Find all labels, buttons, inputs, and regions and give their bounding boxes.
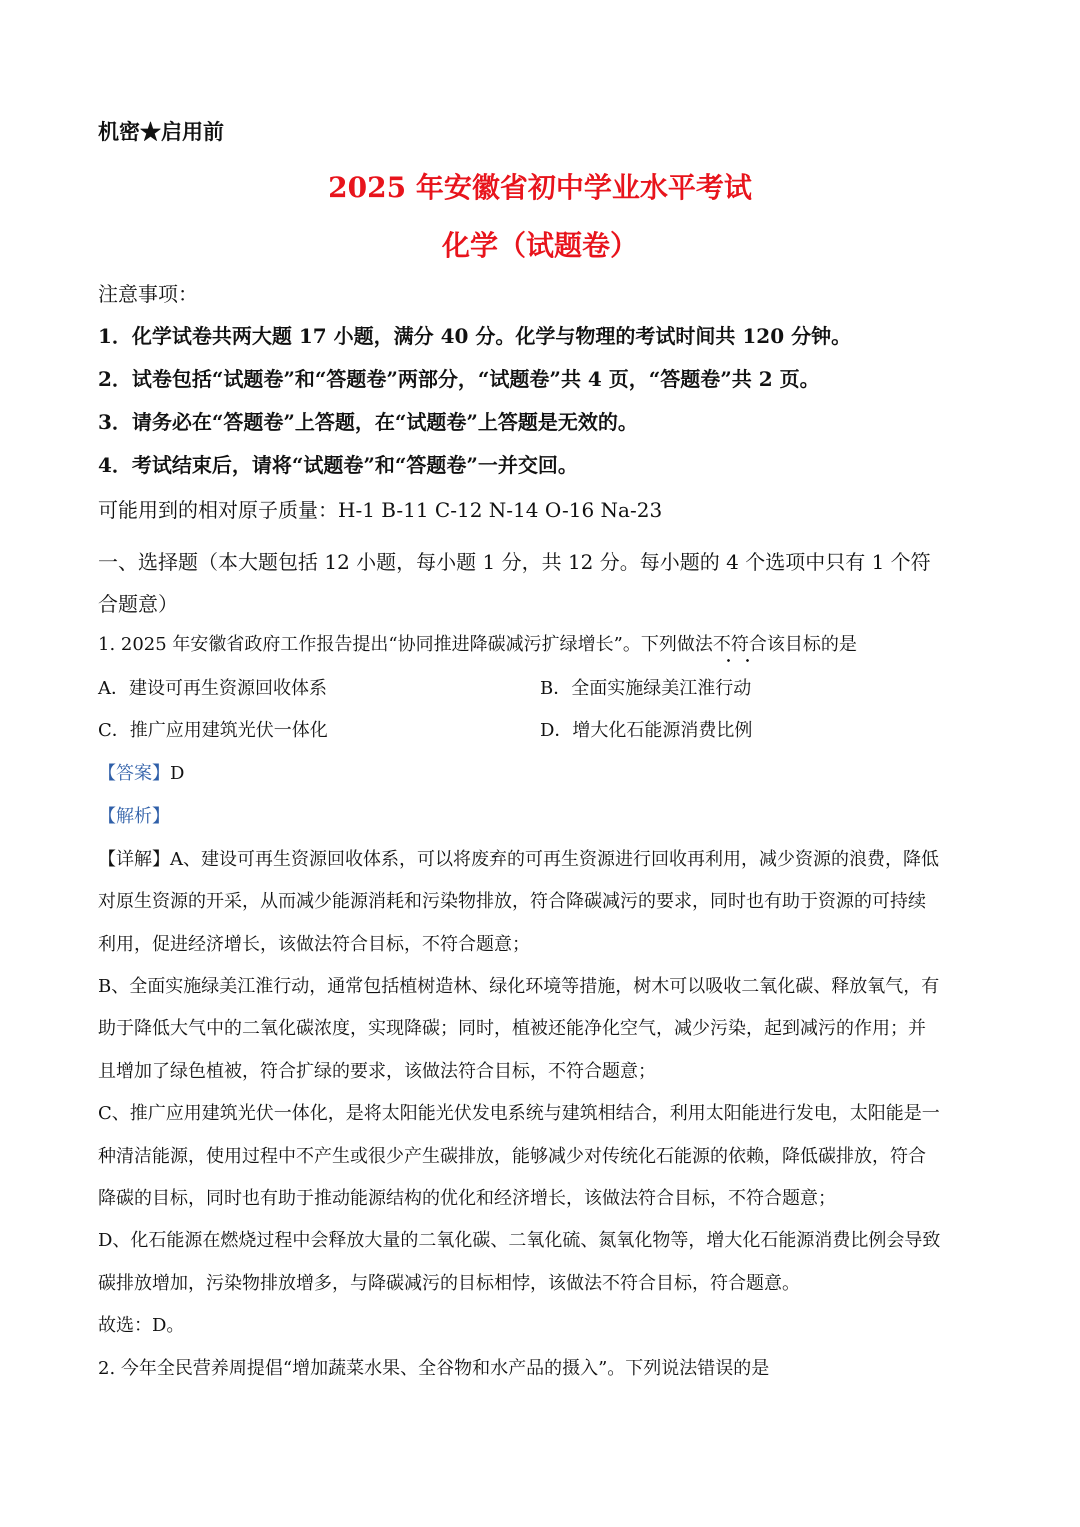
section-heading-line2: 合题意） [98, 592, 178, 616]
question-1-option-d: D．增大化石能源消费比例 [540, 720, 753, 741]
exam-title: 2025 年安徽省初中学业水平考试 [328, 171, 752, 204]
question-1-stem-after: 该目标的是 [766, 634, 857, 655]
detail-line: 利用，促进经济增长，该做法符合目标，不符合题意； [98, 934, 530, 955]
detail-line: 助于降低大气中的二氧化碳浓度，实现降碳；同时，植被还能净化空气，减少污染，起到减污的作用；并 [98, 1018, 926, 1039]
notice-item-1: 1．化学试卷共两大题 17 小题，满分 40 分。化学与物理的考试时间共 120 分钟。 [98, 324, 852, 348]
detail-line: B、全面实施绿美江淮行动，通常包括植树造林、绿化环境等措施，树木可以吸收二氧化碳、释放氧气，有 [98, 976, 940, 997]
question-2-stem: 2. 今年全民营养周提倡“增加蔬菜水果、全谷物和水产品的摄入”。下列说法错误的是 [98, 1358, 770, 1379]
detail-tag: 【详解】 [98, 849, 170, 870]
notice-item-2: 2．试卷包括“试题卷”和“答题卷”两部分，“试题卷”共 4 页，“答题卷”共 2 页。 [98, 367, 820, 391]
question-1-option-a: A．建设可再生资源回收体系 [98, 678, 327, 699]
section-heading-line1: 一、选择题（本大题包括 12 小题，每小题 1 分，共 12 分。每小题的 4 个选项中只有 1 个符 [98, 550, 931, 574]
confidential-mark: 机密★启用前 [98, 119, 224, 144]
notice-item-3: 3．请务必在“答题卷”上答题，在“试题卷”上答题是无效的。 [98, 410, 638, 434]
detail-text: A、建设可再生资源回收体系，可以将废弃的可再生资源进行回收再利用，减少资源的浪费，降低 [170, 849, 939, 870]
detail-line: C、推广应用建筑光伏一体化，是将太阳能光伏发电系统与建筑相结合，利用太阳能进行发电，太阳能是一 [98, 1103, 940, 1124]
question-1-emphasis: 不符合 [713, 630, 767, 656]
answer-value: D [170, 763, 185, 784]
detail-line [98, 845, 939, 871]
question-1-option-b: B．全面实施绿美江淮行动 [540, 678, 752, 699]
notice-heading: 注意事项： [98, 282, 198, 306]
detail-line: D、化石能源在燃烧过程中会释放大量的二氧化碳、二氧化硫、氮氧化物等，增大化石能源消费比例会导致 [98, 1230, 941, 1251]
detail-line: 且增加了绿色植被，符合扩绿的要求，该做法符合目标，不符合题意； [98, 1061, 656, 1082]
atomic-masses: 可能用到的相对原子质量：H-1 B-11 C-12 N-14 O-16 Na-23 [98, 498, 663, 522]
answer-tag: 【答案】 [98, 763, 170, 784]
conclusion-line: 故选：D。 [98, 1315, 185, 1336]
detail-line: 碳排放增加，污染物排放增多，与降碳减污的目标相悖，该做法不符合目标，符合题意。 [98, 1273, 800, 1294]
detail-line: 降碳的目标，同时也有助于推动能源结构的优化和经济增长，该做法符合目标，不符合题意； [98, 1188, 836, 1209]
question-1-stem-before: 1. 2025 年安徽省政府工作报告提出“协同推进降碳减污扩绿增长”。下列做法 [98, 634, 713, 655]
question-1-stem [98, 630, 857, 656]
question-1-option-c: C．推广应用建筑光伏一体化 [98, 720, 328, 741]
notice-item-4: 4．考试结束后，请将“试题卷”和“答题卷”一并交回。 [98, 453, 578, 477]
analysis-tag: 【解析】 [98, 806, 170, 827]
question-1-answer [98, 759, 184, 785]
exam-subtitle: 化学（试题卷） [441, 229, 638, 262]
detail-line: 种清洁能源，使用过程中不产生或很少产生碳排放，能够减少对传统化石能源的依赖，降低碳排放，符合 [98, 1146, 926, 1167]
detail-line: 对原生资源的开采，从而减少能源消耗和污染物排放，符合降碳减污的要求，同时也有助于资源的可持续 [98, 891, 926, 912]
